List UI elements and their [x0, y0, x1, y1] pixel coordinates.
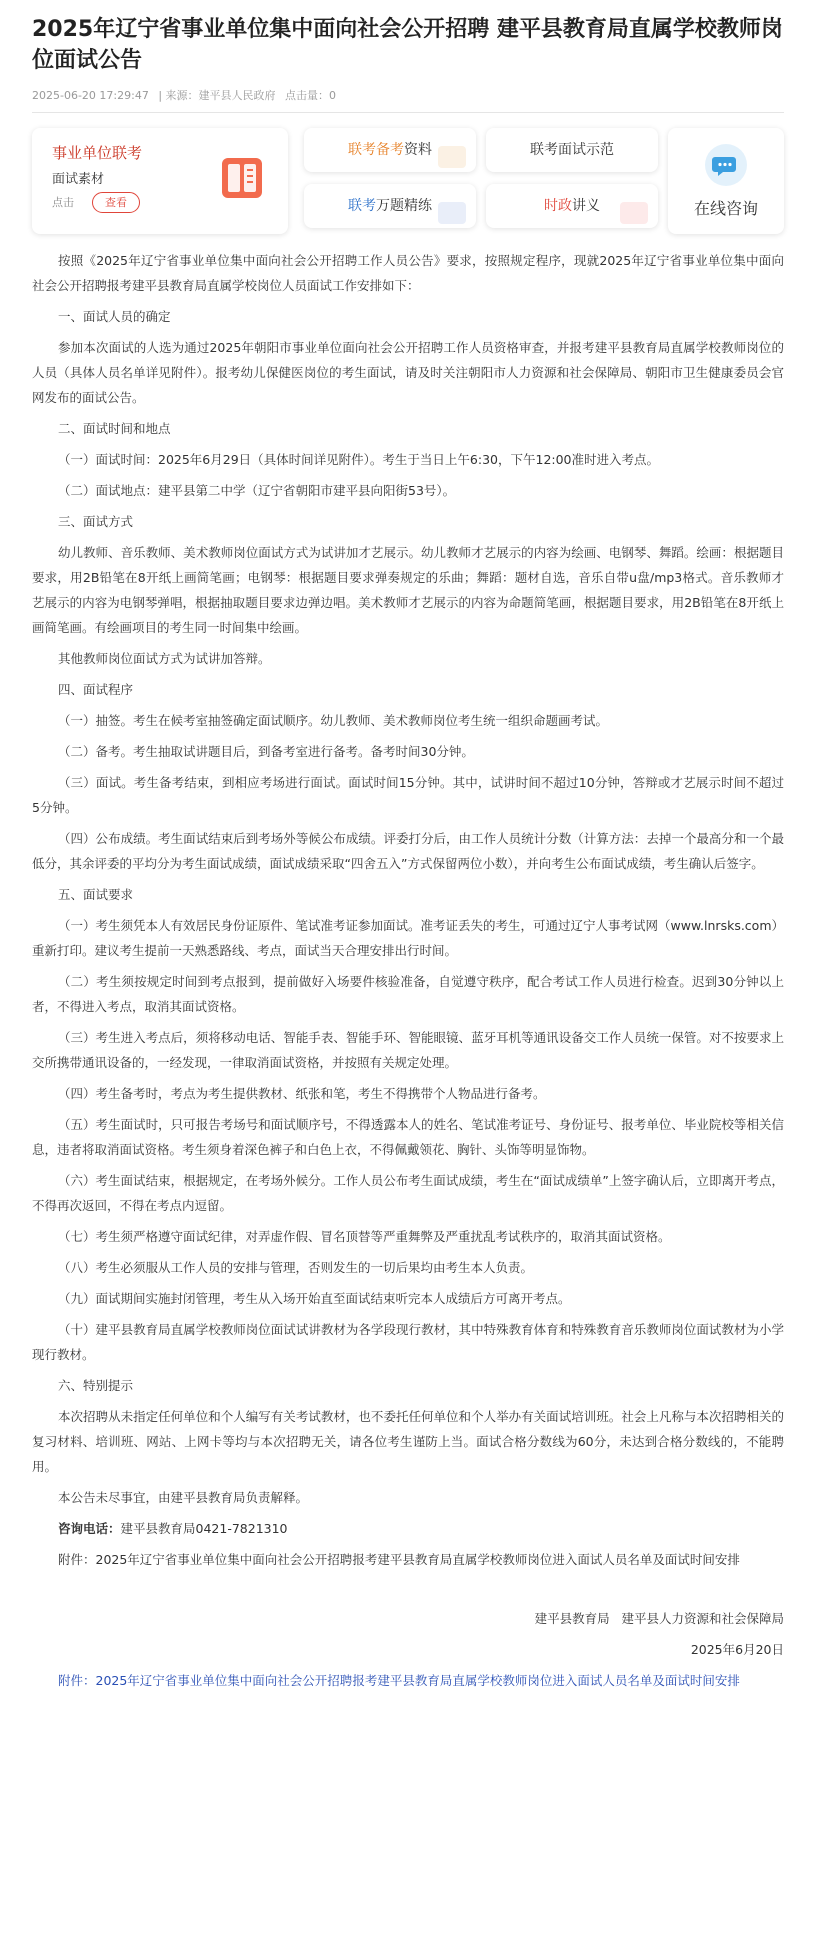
article-body — [32, 248, 784, 1693]
title-divider — [32, 112, 784, 113]
article-meta — [32, 88, 784, 104]
paragraph: 本次招聘从未指定任何单位和个人编写有关考试教材，也不委托任何单位和个人举办有关面试培训班。社会上凡称与本次招聘相关的复习材料、培训班、网站、上网卡等均与本次招聘无关，请各位考生谨防上当。面试合格分数线为60分，未达到合格分数线的，不能聘用。 — [32, 1409, 784, 1474]
promo-banner — [32, 122, 784, 236]
section-heading-4: 四、面试程序 — [58, 682, 134, 697]
paragraph: 参加本次面试的人选为通过2025年朝阳市事业单位面向社会公开招聘工作人员资格审查，并报考建平县教育局直属学校教师岗位的人员（具体人员名单详见附件）。报考幼儿保健医岗位的考生面试，请及时关注朝阳市人力资源和社会保障局、朝阳市卫生健康委员会官网发布的面试公告。 — [32, 340, 784, 405]
promo-main-sub: 面试素材 — [52, 172, 105, 187]
view-count: 点击量：0 — [285, 89, 337, 102]
online-consult-label: 在线咨询 — [693, 199, 758, 218]
attachment-note: 附件：2025年辽宁省事业单位集中面向社会公开招聘报考建平县教育局直属学校教师岗位进入面试人员名单及面试时间安排 — [58, 1552, 740, 1567]
section-heading-1: 一、面试人员的确定 — [58, 309, 171, 324]
card-d-accent: 时政 — [544, 198, 572, 214]
article-source: | 来源：建平县人民政府 — [158, 89, 276, 102]
graduation-cap-icon — [438, 202, 466, 224]
paragraph: （六）考生面试结束，根据规定，在考场外候分。工作人员公布考生面试成绩，考生在“面试成绩单”上签字确认后，立即离开考点，不得再次返回，不得在考点内逗留。 — [32, 1173, 784, 1213]
paragraph: （四）公布成绩。考生面试结束后到考场外等候公布成绩。评委打分后，由工作人员统计分数（计算方法：去掉一个最高分和一个最低分，其余评委的平均分为考生面试成绩，面试成绩采取“四舍五入”方式保留两位小数），并向考生公布面试成绩，考生确认后签字。 — [32, 831, 784, 871]
paragraph: （四）考生备考时，考点为考生提供教材、纸张和笔，考生不得携带个人物品进行备考。 — [58, 1086, 546, 1101]
paragraph: （二）考生须按规定时间到考点报到，提前做好入场要件核验准备，自觉遵守秩序，配合考试工作人员进行检查。迟到30分钟以上者，不得进入考点，取消其面试资格。 — [32, 974, 784, 1014]
card-deco-icon — [620, 202, 648, 224]
signing-organizations: 建平县教育局 建平县人力资源和社会保障局 — [534, 1611, 784, 1626]
paragraph: （一）抽签。考生在候考室抽签确定面试顺序。幼儿教师、美术教师岗位考生统一组织命题画考试。 — [58, 713, 609, 728]
card-d-rest: 讲义 — [572, 198, 600, 214]
attachment-link[interactable]: 附件：2025年辽宁省事业单位集中面向社会公开招聘报考建平县教育局直属学校教师岗位进入面试人员名单及面试时间安排 — [58, 1673, 740, 1688]
card-b-label: 联考面试示范 — [530, 142, 614, 158]
signing-date: 2025年6月20日 — [690, 1642, 784, 1657]
paragraph: （五）考生面试时，只可报告考场号和面试顺序号，不得透露本人的姓名、笔试准考证号、身份证号、报考单位、毕业院校等相关信息，违者将取消面试资格。考生须身着深色裤子和白色上衣，不得佩戴领花、胸针、头饰等明显饰物。 — [32, 1117, 784, 1157]
section-heading-6: 六、特别提示 — [58, 1378, 134, 1393]
paragraph: 其他教师岗位面试方式为试讲加答辩。 — [58, 651, 271, 666]
paragraph: （十）建平县教育局直属学校教师岗位面试试讲教材为各学段现行教材，其中特殊教育体育和特殊教育音乐教师岗位面试教材为小学现行教材。 — [32, 1322, 784, 1362]
paragraph: （三）考生进入考点后，须将移动电话、智能手表、智能手环、智能眼镜、蓝牙耳机等通讯设备交工作人员统一保管。对不按要求上交所携带通讯设备的，一经发现，一律取消面试资格，并按照有关规定处理。 — [32, 1030, 784, 1070]
card-deco-icon — [438, 146, 466, 168]
promo-card-current-affairs[interactable] — [486, 184, 658, 228]
card-a-rest: 资料 — [404, 142, 432, 158]
promo-card-interview-demo[interactable] — [486, 128, 658, 172]
article-title: 2025年辽宁省事业单位集中面向社会公开招聘 建平县教育局直属学校教师岗位面试公告 — [32, 17, 783, 73]
promo-main-heading: 事业单位联考 — [52, 144, 143, 162]
promo-card-exam-materials[interactable] — [304, 128, 476, 172]
section-heading-2: 二、面试时间和地点 — [58, 421, 171, 436]
intro-paragraph: 按照《2025年辽宁省事业单位集中面向社会公开招聘工作人员公告》要求，按照规定程序，现就2025年辽宁省事业单位集中面向社会公开招聘报考建平县教育局直属学校岗位人员面试工作安排如下： — [32, 253, 784, 293]
consult-phone-label: 咨询电话： — [58, 1521, 121, 1536]
paragraph: （二）备考。考生抽取试讲题目后，到备考室进行备考。备考时间30分钟。 — [58, 744, 474, 759]
view-button[interactable]: 查看 — [92, 192, 140, 213]
paragraph: （二）面试地点：建平县第二中学（辽宁省朝阳市建平县向阳街53号）。 — [58, 483, 456, 498]
paragraph: 本公告未尽事宜，由建平县教育局负责解释。 — [58, 1490, 309, 1505]
book-icon — [216, 152, 268, 204]
chat-icon — [705, 144, 747, 186]
publish-date: 2025-06-20 17:29:47 — [32, 89, 149, 102]
promo-card-interview-materials[interactable] — [32, 128, 288, 234]
paragraph: （三）面试。考生备考结束，到相应考场进行面试。面试时间15分钟。其中，试讲时间不超过10分钟，答辩或才艺展示时间不超过5分钟。 — [32, 775, 784, 815]
promo-click-label: 点击 — [52, 196, 74, 209]
promo-card-question-bank[interactable] — [304, 184, 476, 228]
paragraph: （一）考生须凭本人有效居民身份证原件、笔试准考证参加面试。准考证丢失的考生，可通过辽宁人事考试网（www.lnrsks.com）重新打印。建议考生提前一天熟悉路线、考点，面试当天合理安排出行时间。 — [32, 918, 784, 958]
paragraph: （八）考生必须服从工作人员的安排与管理，否则发生的一切后果均由考生本人负责。 — [58, 1260, 534, 1275]
consult-phone-value: 建平县教育局0421-7821310 — [120, 1521, 288, 1536]
card-c-rest: 万题精练 — [376, 198, 432, 214]
paragraph: 幼儿教师、音乐教师、美术教师岗位面试方式为试讲加才艺展示。幼儿教师才艺展示的内容为绘画、电钢琴、舞蹈。绘画：根据题目要求，用2B铅笔在8开纸上画简笔画；电钢琴：根据题目要求弹奏规定的乐曲；舞蹈：题材自选，音乐自带u盘/mp3格式。音乐教师才艺展示的内容为电钢琴弹唱，根据抽取题目要求边弹边唱。美术教师才艺展示的内容为命题简笔画，根据题目要求，用2B铅笔在8开纸上画简笔画。有绘画项目的考生同一时间集中绘画。 — [32, 545, 784, 635]
paragraph: （一）面试时间：2025年6月29日（具体时间详见附件）。考生于当日上午6:30，下午12:00准时进入考点。 — [58, 452, 660, 467]
section-heading-5: 五、面试要求 — [58, 887, 134, 902]
paragraph: （九）面试期间实施封闭管理，考生从入场开始直至面试结束听完本人成绩后方可离开考点。 — [58, 1291, 571, 1306]
paragraph: （七）考生须严格遵守面试纪律，对弄虚作假、冒名顶替等严重舞弊及严重扰乱考试秩序的，取消其面试资格。 — [58, 1229, 671, 1244]
card-a-accent: 联考备考 — [348, 142, 404, 158]
card-c-accent: 联考 — [348, 198, 376, 214]
online-consult-card[interactable] — [668, 128, 784, 234]
section-heading-3: 三、面试方式 — [58, 514, 134, 529]
consult-phone — [32, 1516, 784, 1541]
